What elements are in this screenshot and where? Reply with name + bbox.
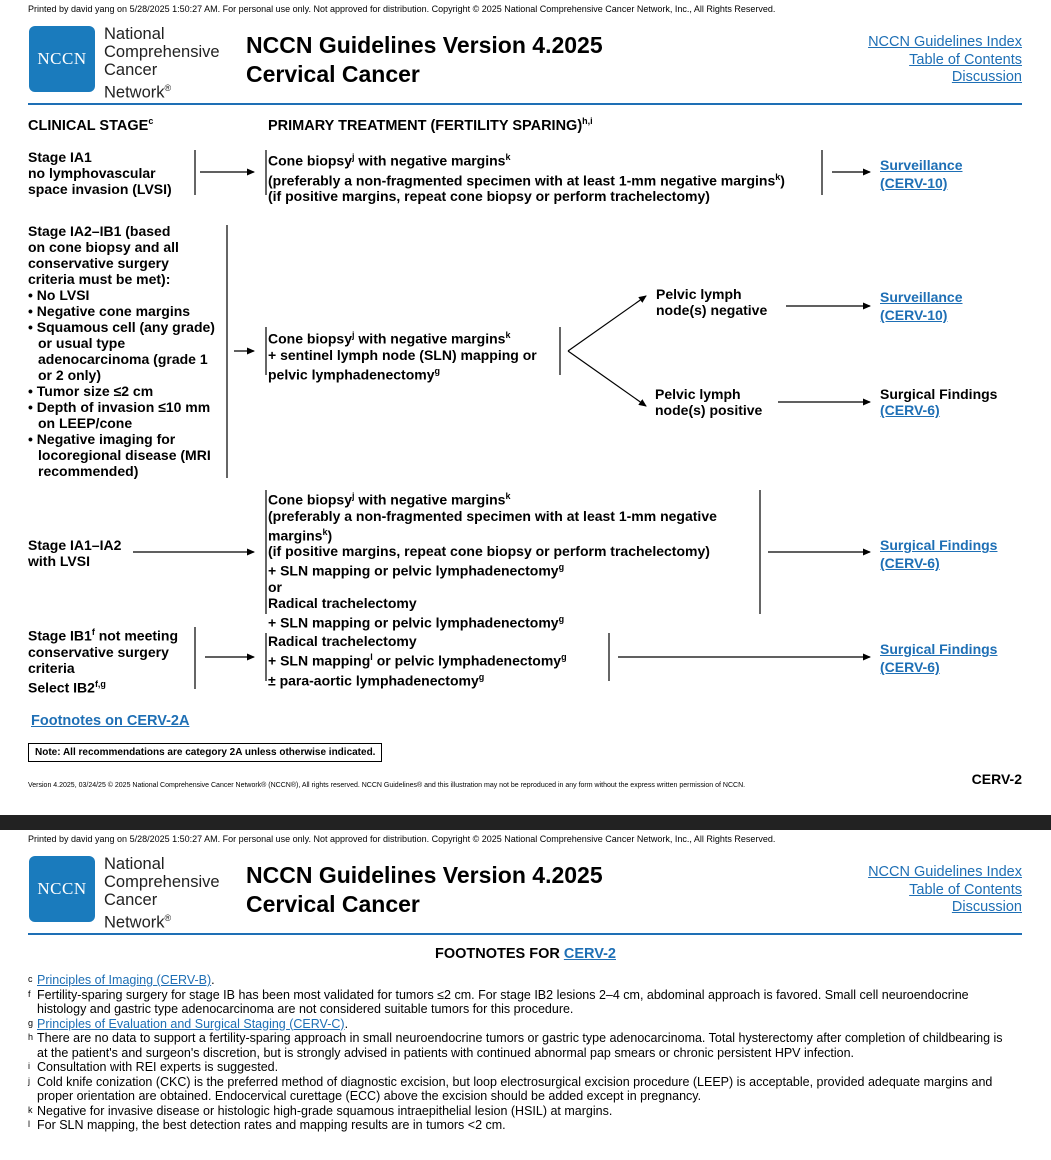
imaging-principles-link[interactable]: Principles of Imaging (CERV-B) (37, 973, 212, 987)
surveillance-link[interactable]: Surveillance (880, 289, 963, 305)
page-title: NCCN Guidelines Version 4.2025 Cervical Cancer (246, 32, 603, 87)
criteria-list (28, 287, 224, 479)
footnote-item: g Principles of Evaluation and Surgical Staging (CERV-C). (28, 1016, 349, 1031)
guidelines-index-link[interactable]: NCCN Guidelines Index (868, 864, 1022, 880)
header-rule (28, 933, 1022, 935)
footnotes-link[interactable]: Footnotes on CERV-2A (31, 713, 190, 729)
printed-notice: Printed by david yang on 5/28/2025 1:50:27 AM. For personal use only. Not approved for distribution. Copyright © 2025 National Comprehensive Cancer Network, Inc., All Rights Reserved. (28, 4, 776, 14)
footnote-item: h There are no data to support a fertility-sparing approach in small neuroendocrine tumors or gastric type adenocarcinoma. Total hysterectomy after completion of childbearing is at the patient's and surgeon's discretion, but is strongly advised in patients with continued abnormal pap smears or chronic persistent HPV infection. (28, 1031, 1003, 1060)
footnote-item: f Fertility-sparing surgery for stage IB has been most validated for tumors ≤2 cm. For stage IB2 lesions 2–4 cm, abdominal approach is favored. Small cell neuroendocrine histology and gastric type adenocarcinoma are not considered suitable tumors for this procedure. (28, 987, 969, 1016)
row3-outcome (880, 537, 997, 573)
footnote-item: l For SLN mapping, the best detection rates and mapping results are in tumors <2 cm. (28, 1118, 506, 1132)
page-id: CERV-2 (971, 771, 1022, 787)
nodes-positive: Pelvic lymph node(s) positive (655, 386, 763, 418)
list-item: • Negative imaging for locoregional disease (MRI recommended) (28, 431, 211, 479)
list-item: • Negative cone margins (28, 303, 191, 319)
list-item: • Squamous cell (any grade) or usual type adenocarcinoma (grade 1 or 2 only) (28, 319, 215, 383)
row4-treatment: Radical trachelectomy + SLN mapping$^l$ or pelvic lymphadenectomy$^g$ ± para-aortic lymphadenectomy$^g$ (268, 633, 567, 689)
cerv-6-link[interactable]: (CERV-6) (880, 402, 940, 418)
guidelines-index-link[interactable]: NCCN Guidelines Index (868, 34, 1022, 50)
footnote-item: k Negative for invasive disease or histologic high-grade squamous intraepithelial lesion (HSIL) at margins. (28, 1103, 613, 1118)
surgical-findings-link[interactable]: Surgical Findings (880, 641, 998, 657)
row1-treatment: Cone biopsy$^j$ with negative margins$^k$ (preferably a non-fragmented specimen with at least 1-mm negative margins$^k$) (if positive margins, repeat cone biopsy or perform trachelectomy) (268, 152, 785, 205)
row2-negative-outcome (880, 289, 963, 325)
cerv-2-link[interactable]: CERV-2 (563, 946, 616, 962)
page-separator (0, 815, 1051, 830)
row3-stage: Stage IA1–IA2 with LVSI (28, 537, 122, 569)
surveillance-link[interactable]: Surveillance (880, 157, 963, 173)
table-of-contents-link[interactable]: Table of Contents (909, 51, 1022, 68)
nav-links (868, 864, 1022, 917)
discussion-link[interactable]: Discussion (951, 69, 1022, 85)
org-name: National Comprehensive Cancer Network® (104, 855, 220, 932)
row2-stage: Stage IA2–IB1 (based on cone biopsy and all conservative surgery criteria must be met): • No LVSI • Negative cone margins • Squamous cell (any grade) or usual type adenocarcinoma (grade 1 or 2 only) • Tumor size ≤2 cm • Depth of invasion ≤10 mm on LEEP/cone • Negative imaging for locoregional disease (MRI recommended) (28, 223, 224, 479)
surgical-staging-link[interactable]: Principles of Evaluation and Surgical Staging (CERV-C) (37, 1016, 345, 1031)
list-item: • No LVSI (28, 287, 90, 303)
footnote-list (28, 973, 1003, 1133)
footnote-item: i Consultation with REI experts is suggested. (28, 1060, 279, 1074)
row2-treatment: Cone biopsy$^j$ with negative margins$^k$ + sentinel lymph node (SLN) mapping or pelvic lymphadenectomy$^g$ (268, 330, 537, 383)
cerv-10-link[interactable]: (CERV-10) (880, 175, 948, 191)
page-title: NCCN Guidelines Version 4.2025 Cervical Cancer (246, 862, 603, 917)
list-item: • Tumor size ≤2 cm (28, 383, 154, 399)
row1-stage: Stage IA1 no lymphovascular space invasion (LVSI) (28, 149, 172, 197)
footnote-item: j Cold knife conization (CKC) is the preferred method of diagnostic excision, but loop electrosurgical excision procedure (LEEP) is acceptable, provided adequate margins and proper orientation are obtained. Endocervical curettage (ECC) above the excision should be added except in pregnancy. (28, 1074, 993, 1103)
surgical-findings-text: Surgical Findings (880, 386, 998, 402)
nodes-negative: Pelvic lymph node(s) negative (656, 286, 768, 318)
printed-notice: Printed by david yang on 5/28/2025 1:50:27 AM. For personal use only. Not approved for distribution. Copyright © 2025 National Comprehensive Cancer Network, Inc., All Rights Reserved. (28, 834, 776, 844)
discussion-link[interactable]: Discussion (951, 899, 1022, 915)
cerv-6-link[interactable]: (CERV-6) (880, 659, 940, 675)
nccn-logo: NCCN (29, 856, 95, 922)
clinical-stage-header: CLINICAL STAGE$^c$ (28, 116, 154, 134)
category-note: Note: All recommendations are category 2A unless otherwise indicated. (28, 743, 382, 762)
row3-treatment: Cone biopsy$^j$ with negative margins$^k$ (preferably a non-fragmented specimen with at least 1-mm negative margins$^k$) (if positive margins, repeat cone biopsy or perform trachelectomy) + SLN mapping or pelvic lymphadenectomy$^g$ or Radical trachelectomy + SLN mapping or pelvic lymphadenectomy$^g$ (268, 491, 717, 631)
cerv-6-link[interactable]: (CERV-6) (880, 555, 940, 571)
copyright-footer: Version 4.2025, 03/24/25 © 2025 National Comprehensive Cancer Network® (NCCN®), All rights reserved. NCCN Guidelines® and this illustration may not be reproduced in any form without the express written permission of NCCN. (28, 782, 746, 789)
row1-outcome (880, 157, 963, 193)
row2-positive-outcome (880, 386, 997, 420)
primary-treatment-header: PRIMARY TREATMENT (FERTILITY SPARING)$^{h,i}$ (268, 116, 593, 134)
footnote-item: c Principles of Imaging (CERV-B). (28, 973, 215, 987)
table-of-contents-link[interactable]: Table of Contents (909, 881, 1022, 898)
row4-outcome (880, 641, 997, 677)
org-name: National Comprehensive Cancer Network® (104, 25, 220, 102)
surgical-findings-link[interactable]: Surgical Findings (880, 537, 998, 553)
list-item: • Depth of invasion ≤10 mm on LEEP/cone (28, 399, 211, 431)
nccn-logo: NCCN (29, 26, 95, 92)
cerv-10-link[interactable]: (CERV-10) (880, 307, 948, 323)
footnotes-heading: FOOTNOTES FOR CERV-2 (434, 946, 616, 962)
row4-stage: Stage IB1$^f$ not meeting conservative surgery criteria Select IB2$^{f,g}$ (28, 627, 179, 696)
